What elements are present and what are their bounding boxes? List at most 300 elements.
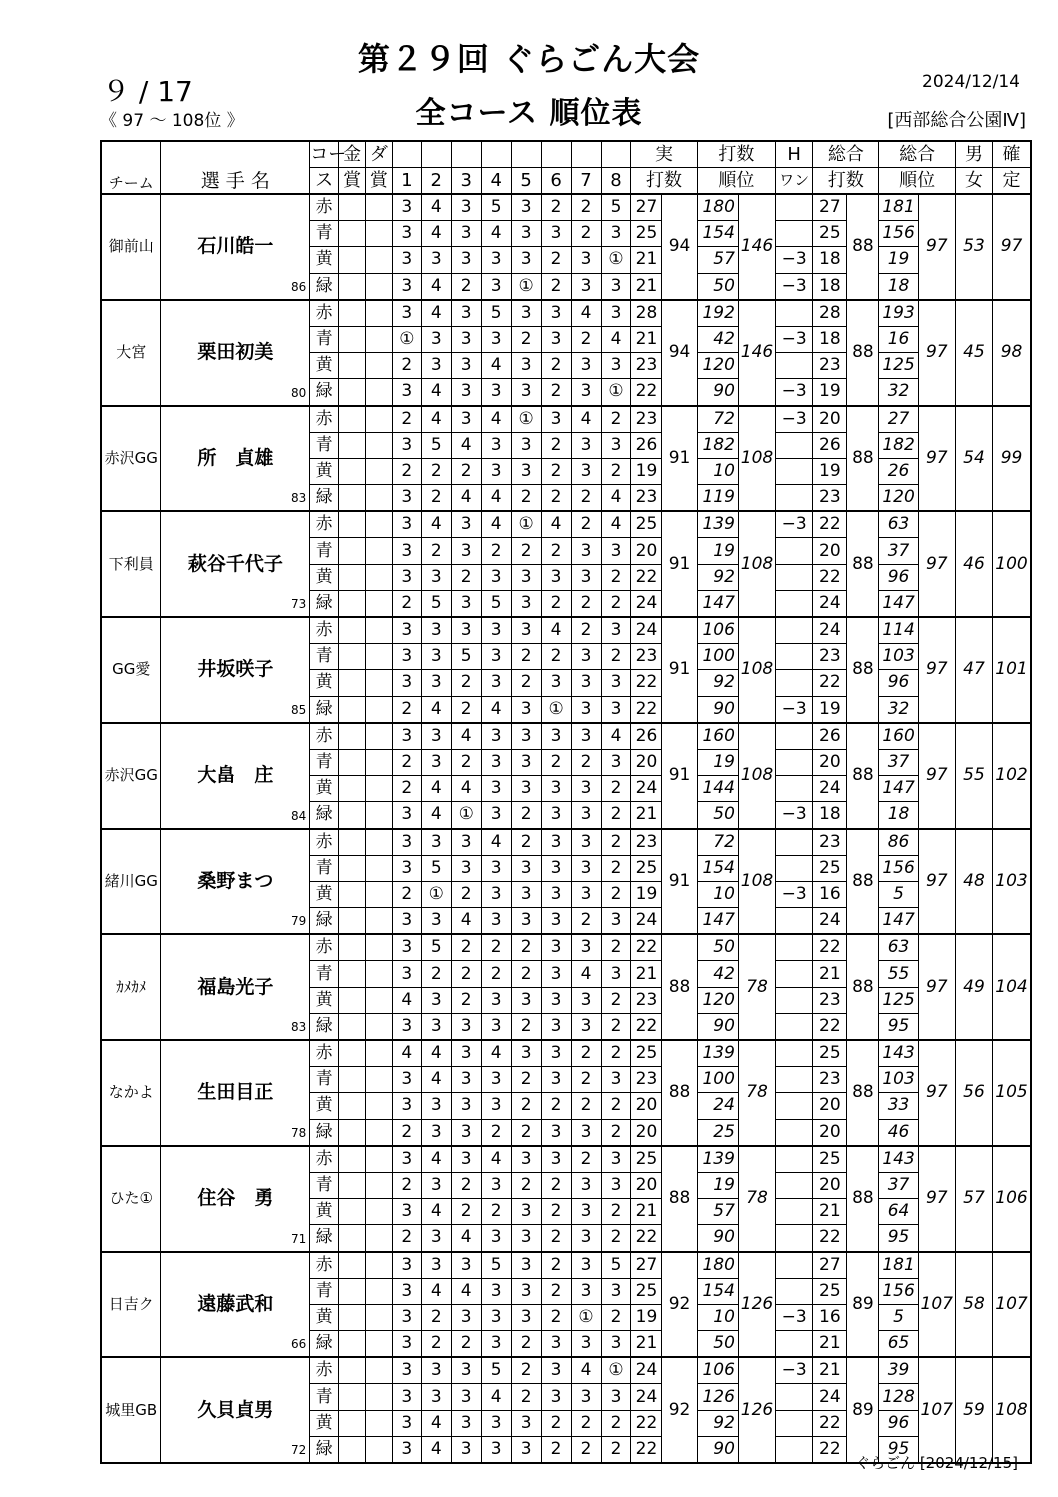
hole-in-one xyxy=(776,194,813,221)
sex-rank: 55 xyxy=(955,723,992,829)
team-name: 日吉ク xyxy=(101,1252,161,1358)
da-cell xyxy=(366,1331,393,1358)
course-rank: 139 xyxy=(697,511,738,538)
hole-score: 3 xyxy=(571,379,601,406)
kin-cell xyxy=(339,723,366,750)
course-rank: 182 xyxy=(697,432,738,458)
table-row xyxy=(101,194,1031,221)
hole-score: 3 xyxy=(571,776,601,802)
course-cell: 青 xyxy=(310,1278,339,1304)
course-total: 22 xyxy=(813,1436,847,1463)
hole-score: 3 xyxy=(392,1093,421,1119)
hole-score: 3 xyxy=(481,1410,511,1436)
da-cell xyxy=(366,1436,393,1463)
stroke-rank: 78 xyxy=(738,1040,775,1146)
overall-total: 89 xyxy=(847,1357,879,1463)
hole-score: 2 xyxy=(601,855,631,881)
hole-score: 4 xyxy=(421,406,451,433)
hole-score: 2 xyxy=(511,829,541,856)
hole-score: 4 xyxy=(481,511,511,538)
final-rank: 101 xyxy=(993,617,1031,723)
overall-total: 88 xyxy=(847,406,879,512)
hole-in-one xyxy=(776,1093,813,1119)
col-stroke-rank: 打数 xyxy=(697,141,776,168)
player-age: 78 xyxy=(290,1125,307,1140)
course-rank: 119 xyxy=(697,485,738,512)
hole-score: 4 xyxy=(392,987,421,1013)
kin-cell xyxy=(339,1013,366,1040)
da-cell xyxy=(366,1384,393,1410)
player-name-text: 住谷 勇 xyxy=(197,1187,274,1210)
hole-score: 3 xyxy=(601,1172,631,1198)
hole-score: 3 xyxy=(511,221,541,247)
course-sum: 25 xyxy=(631,511,662,538)
course-rank: 90 xyxy=(697,1436,738,1463)
da-cell xyxy=(366,723,393,750)
hole-score: 3 xyxy=(541,1119,571,1146)
course-sum: 22 xyxy=(631,934,662,961)
hole-score: 3 xyxy=(481,1436,511,1463)
hole-in-one xyxy=(776,1172,813,1198)
overall-total: 88 xyxy=(847,194,879,300)
col-team: チーム xyxy=(101,141,161,194)
col-total-b: 打数 xyxy=(813,168,879,195)
hole-score: 3 xyxy=(421,1013,451,1040)
course-sum: 22 xyxy=(631,1225,662,1252)
hole-score: 3 xyxy=(421,353,451,379)
col-sex-b: 女 xyxy=(955,168,992,195)
hole-score: 3 xyxy=(392,829,421,856)
course-cell: 緑 xyxy=(310,273,339,300)
kin-cell xyxy=(339,326,366,352)
course-total-rank: 193 xyxy=(879,300,918,327)
player-name xyxy=(161,723,310,829)
player-age: 84 xyxy=(290,808,307,823)
player-name-text: 萩谷千代子 xyxy=(187,552,283,575)
hole-score: 2 xyxy=(451,961,481,987)
course-sum: 27 xyxy=(631,1252,662,1279)
kin-cell xyxy=(339,406,366,433)
course-sum: 21 xyxy=(631,1199,662,1225)
hole-score: 3 xyxy=(601,908,631,935)
course-cell: 赤 xyxy=(310,194,339,221)
hole-score: 3 xyxy=(451,194,481,221)
hole-score: 3 xyxy=(392,1067,421,1093)
final-rank: 97 xyxy=(993,194,1031,300)
hole-score: 2 xyxy=(601,1119,631,1146)
hole-score: 3 xyxy=(392,221,421,247)
da-cell xyxy=(366,379,393,406)
hole-score: 3 xyxy=(481,247,511,273)
hole-in-one xyxy=(776,908,813,935)
course-cell: 緑 xyxy=(310,1331,339,1358)
hole-score: 2 xyxy=(511,326,541,352)
course-rank: 25 xyxy=(697,1119,738,1146)
hole-score: 3 xyxy=(601,696,631,723)
hole-score: 3 xyxy=(392,855,421,881)
hole-in-one xyxy=(776,1013,813,1040)
course-rank: 192 xyxy=(697,300,738,327)
hole-score: 3 xyxy=(481,802,511,829)
hole-score: 3 xyxy=(392,961,421,987)
hole-score: 3 xyxy=(511,1304,541,1330)
hole-score: 4 xyxy=(601,511,631,538)
hole-in-one xyxy=(776,749,813,775)
overall-rank: 97 xyxy=(918,829,955,935)
hole-score: 3 xyxy=(601,300,631,327)
hole-score: 2 xyxy=(481,538,511,564)
col-da-b: 賞 xyxy=(366,168,393,195)
hole-score: 3 xyxy=(451,1252,481,1279)
kin-cell xyxy=(339,855,366,881)
real-total: 91 xyxy=(662,617,697,723)
hole-score: 4 xyxy=(481,1146,511,1173)
hole-score: 3 xyxy=(571,723,601,750)
overall-total: 88 xyxy=(847,829,879,935)
course-sum: 23 xyxy=(631,485,662,512)
hole-score: 3 xyxy=(392,300,421,327)
col-final: 確 xyxy=(993,141,1031,168)
player-name-text: 栗田初美 xyxy=(197,341,274,364)
da-cell xyxy=(366,247,393,273)
da-cell xyxy=(366,829,393,856)
table-row xyxy=(101,406,1031,433)
hole-score: 3 xyxy=(392,908,421,935)
hole-score: 2 xyxy=(571,326,601,352)
kin-cell xyxy=(339,221,366,247)
hole-score: 3 xyxy=(511,247,541,273)
hole-score: ① xyxy=(601,247,631,273)
hole-score: 3 xyxy=(511,1278,541,1304)
hole-score: 3 xyxy=(451,1067,481,1093)
real-total: 91 xyxy=(662,406,697,512)
hole-score: 2 xyxy=(541,1252,571,1279)
hole-score: 3 xyxy=(481,881,511,907)
da-cell xyxy=(366,538,393,564)
da-cell xyxy=(366,221,393,247)
hole-score: 3 xyxy=(481,776,511,802)
course-cell: 緑 xyxy=(310,485,339,512)
course-sum: 26 xyxy=(631,723,662,750)
hole-score: 2 xyxy=(541,538,571,564)
col-player: 選 手 名 xyxy=(161,141,310,194)
course-total: 23 xyxy=(813,644,847,670)
hole-in-one xyxy=(776,221,813,247)
course-sum: 23 xyxy=(631,406,662,433)
hole-score: 2 xyxy=(541,1225,571,1252)
course-rank: 50 xyxy=(697,934,738,961)
hole-score: 2 xyxy=(601,802,631,829)
table-row xyxy=(101,934,1031,961)
hole-score: 2 xyxy=(601,564,631,590)
da-cell xyxy=(366,194,393,221)
kin-cell xyxy=(339,1278,366,1304)
hole-score: ① xyxy=(451,802,481,829)
hole-score: 3 xyxy=(601,273,631,300)
real-total: 88 xyxy=(662,934,697,1040)
hole-score: 3 xyxy=(511,617,541,644)
course-total-rank: 5 xyxy=(879,1304,918,1330)
hole-score: 3 xyxy=(421,1119,451,1146)
table-row xyxy=(101,1252,1031,1279)
hole-in-one xyxy=(776,1119,813,1146)
kin-cell xyxy=(339,749,366,775)
hole-score: 3 xyxy=(541,961,571,987)
hole-score: 3 xyxy=(481,723,511,750)
da-cell xyxy=(366,1304,393,1330)
da-cell xyxy=(366,1199,393,1225)
player-name-text: 桑野まつ xyxy=(197,869,274,892)
course-total-rank: 160 xyxy=(879,723,918,750)
hole-score: 4 xyxy=(451,1225,481,1252)
team-name: 御前山 xyxy=(101,194,161,300)
hole-score: 2 xyxy=(392,1172,421,1198)
player-name xyxy=(161,194,310,300)
hole-score: 2 xyxy=(511,1067,541,1093)
player-age: 85 xyxy=(290,702,307,717)
overall-rank: 107 xyxy=(918,1252,955,1358)
hole-score: 4 xyxy=(421,1436,451,1463)
hole-score: 3 xyxy=(421,247,451,273)
course-total-rank: 46 xyxy=(879,1119,918,1146)
course-total: 25 xyxy=(813,1040,847,1067)
player-name-text: 遠藤武和 xyxy=(197,1292,274,1315)
course-total: 25 xyxy=(813,221,847,247)
hole-score: 2 xyxy=(571,1093,601,1119)
hole-score: 4 xyxy=(392,1040,421,1067)
course-total-rank: 103 xyxy=(879,1067,918,1093)
hole-score: 3 xyxy=(541,881,571,907)
hole-score: 3 xyxy=(392,1304,421,1330)
da-cell xyxy=(366,1013,393,1040)
col-stroke-rank-b: 順位 xyxy=(697,168,776,195)
final-rank: 108 xyxy=(993,1357,1031,1463)
kin-cell xyxy=(339,379,366,406)
hole-score: 3 xyxy=(511,1410,541,1436)
course-cell: 黄 xyxy=(310,1093,339,1119)
course-sum: 21 xyxy=(631,273,662,300)
course-total-rank: 181 xyxy=(879,1252,918,1279)
hole-score: ① xyxy=(392,326,421,352)
hole-score: 3 xyxy=(601,961,631,987)
hole-score: ① xyxy=(571,1304,601,1330)
hole-score: 3 xyxy=(421,326,451,352)
hole-score: 3 xyxy=(541,723,571,750)
hole-score: ① xyxy=(421,881,451,907)
hole-in-one: −3 xyxy=(776,379,813,406)
hole-score: 3 xyxy=(541,855,571,881)
course-cell: 黄 xyxy=(310,564,339,590)
hole-score: 3 xyxy=(601,617,631,644)
course-sum: 23 xyxy=(631,1067,662,1093)
course-sum: 25 xyxy=(631,1040,662,1067)
table-row xyxy=(101,617,1031,644)
hole-in-one: −3 xyxy=(776,1357,813,1384)
da-cell xyxy=(366,961,393,987)
hole-score: 2 xyxy=(392,458,421,484)
hole-score: 2 xyxy=(601,458,631,484)
hole-score: 2 xyxy=(511,961,541,987)
team-name: 下利員 xyxy=(101,511,161,617)
hole-score: 2 xyxy=(571,1067,601,1093)
hole-score: 3 xyxy=(571,1119,601,1146)
kin-cell xyxy=(339,511,366,538)
team-name: 城里GB xyxy=(101,1357,161,1463)
course-total: 21 xyxy=(813,1357,847,1384)
team-name: 緒川GG xyxy=(101,829,161,935)
course-sum: 23 xyxy=(631,987,662,1013)
course-rank: 139 xyxy=(697,1040,738,1067)
kin-cell xyxy=(339,776,366,802)
hole-score: 5 xyxy=(421,590,451,617)
hole-in-one xyxy=(776,855,813,881)
hole-score: 3 xyxy=(392,432,421,458)
course-sum: 22 xyxy=(631,1013,662,1040)
course-sum: 23 xyxy=(631,644,662,670)
course-total: 24 xyxy=(813,908,847,935)
hole-score: 3 xyxy=(541,564,571,590)
hole-in-one xyxy=(776,961,813,987)
hole-score: 3 xyxy=(541,1331,571,1358)
player-name-text: 石川皓一 xyxy=(197,235,274,258)
hole-score: 2 xyxy=(601,1199,631,1225)
hole-in-one xyxy=(776,590,813,617)
hole-score: 3 xyxy=(601,749,631,775)
player-name-text: 大畠 庄 xyxy=(197,764,274,787)
real-total: 91 xyxy=(662,723,697,829)
kin-cell xyxy=(339,564,366,590)
hole-score: 2 xyxy=(601,1013,631,1040)
da-cell xyxy=(366,1146,393,1173)
hole-score: 3 xyxy=(451,1040,481,1067)
hole-score: 2 xyxy=(571,749,601,775)
kin-cell xyxy=(339,1384,366,1410)
course-cell: 青 xyxy=(310,1384,339,1410)
hole-score: 2 xyxy=(571,485,601,512)
team-name: なかよ xyxy=(101,1040,161,1146)
player-name xyxy=(161,1040,310,1146)
hole-score: 3 xyxy=(571,273,601,300)
team-name: ひた① xyxy=(101,1146,161,1252)
hole-score: 3 xyxy=(571,934,601,961)
hole-score: 2 xyxy=(392,1225,421,1252)
da-cell xyxy=(366,273,393,300)
hole-score: 3 xyxy=(451,617,481,644)
kin-cell xyxy=(339,458,366,484)
course-total: 21 xyxy=(813,1331,847,1358)
hole-score: 3 xyxy=(541,221,571,247)
course-sum: 24 xyxy=(631,590,662,617)
course-cell: 赤 xyxy=(310,829,339,856)
hole-score: 3 xyxy=(571,432,601,458)
course-rank: 19 xyxy=(697,538,738,564)
overall-rank: 97 xyxy=(918,300,955,406)
hole-score: 2 xyxy=(541,1172,571,1198)
hole-in-one xyxy=(776,1384,813,1410)
hole-score: 3 xyxy=(392,1357,421,1384)
col-da: ダ xyxy=(366,141,393,168)
course-total: 28 xyxy=(813,300,847,327)
hole-score: 3 xyxy=(601,1331,631,1358)
course-rank: 154 xyxy=(697,221,738,247)
hole-score: 3 xyxy=(421,908,451,935)
kin-cell xyxy=(339,881,366,907)
hole-score: 3 xyxy=(421,1225,451,1252)
hole-score: 5 xyxy=(481,194,511,221)
course-total: 23 xyxy=(813,353,847,379)
hole-score: 3 xyxy=(421,723,451,750)
course-total: 22 xyxy=(813,934,847,961)
hole-score: 2 xyxy=(541,644,571,670)
kin-cell xyxy=(339,538,366,564)
course-sum: 19 xyxy=(631,1304,662,1330)
kin-cell xyxy=(339,1304,366,1330)
course-total-rank: 147 xyxy=(879,590,918,617)
hole-score: 3 xyxy=(392,1331,421,1358)
hole-score: 3 xyxy=(571,987,601,1013)
course-rank: 10 xyxy=(697,881,738,907)
da-cell xyxy=(366,934,393,961)
hole-score: 2 xyxy=(511,1093,541,1119)
da-cell xyxy=(366,1067,393,1093)
hole-score: 2 xyxy=(541,1093,571,1119)
course-sum: 26 xyxy=(631,432,662,458)
course-rank: 154 xyxy=(697,855,738,881)
hole-score: 2 xyxy=(541,485,571,512)
hole-score: 4 xyxy=(421,696,451,723)
hole-score: 3 xyxy=(451,1384,481,1410)
course-cell: 青 xyxy=(310,961,339,987)
hole-score: 3 xyxy=(511,1252,541,1279)
col-hole-7: 7 xyxy=(571,168,601,195)
course-cell: 緑 xyxy=(310,1013,339,1040)
course-total-rank: 128 xyxy=(879,1384,918,1410)
hole-score: 3 xyxy=(392,1384,421,1410)
course-total-rank: 143 xyxy=(879,1040,918,1067)
player-age: 80 xyxy=(290,385,307,400)
course-sum: 20 xyxy=(631,1093,662,1119)
hole-score: 3 xyxy=(481,458,511,484)
hole-score: 3 xyxy=(571,855,601,881)
hole-in-one xyxy=(776,644,813,670)
hole-score: 2 xyxy=(541,379,571,406)
hole-in-one: −3 xyxy=(776,326,813,352)
hole-score: 2 xyxy=(421,961,451,987)
hole-score: 3 xyxy=(451,247,481,273)
da-cell xyxy=(366,1357,393,1384)
real-total: 92 xyxy=(662,1357,697,1463)
course-sum: 23 xyxy=(631,353,662,379)
da-cell xyxy=(366,987,393,1013)
table-row xyxy=(101,1040,1031,1067)
course-total-rank: 147 xyxy=(879,776,918,802)
hole-score: 2 xyxy=(392,590,421,617)
hole-score: 3 xyxy=(481,1172,511,1198)
kin-cell xyxy=(339,1146,366,1173)
hole-score: 3 xyxy=(451,326,481,352)
hole-score: 3 xyxy=(421,1172,451,1198)
kin-cell xyxy=(339,1172,366,1198)
overall-total: 88 xyxy=(847,723,879,829)
hole-score: 3 xyxy=(392,247,421,273)
da-cell xyxy=(366,1172,393,1198)
course-cell: 黄 xyxy=(310,353,339,379)
course-cell: 緑 xyxy=(310,1436,339,1463)
hole-score: 4 xyxy=(421,1040,451,1067)
course-rank: 144 xyxy=(697,776,738,802)
hole-score: 3 xyxy=(511,194,541,221)
hole-score: 4 xyxy=(451,776,481,802)
